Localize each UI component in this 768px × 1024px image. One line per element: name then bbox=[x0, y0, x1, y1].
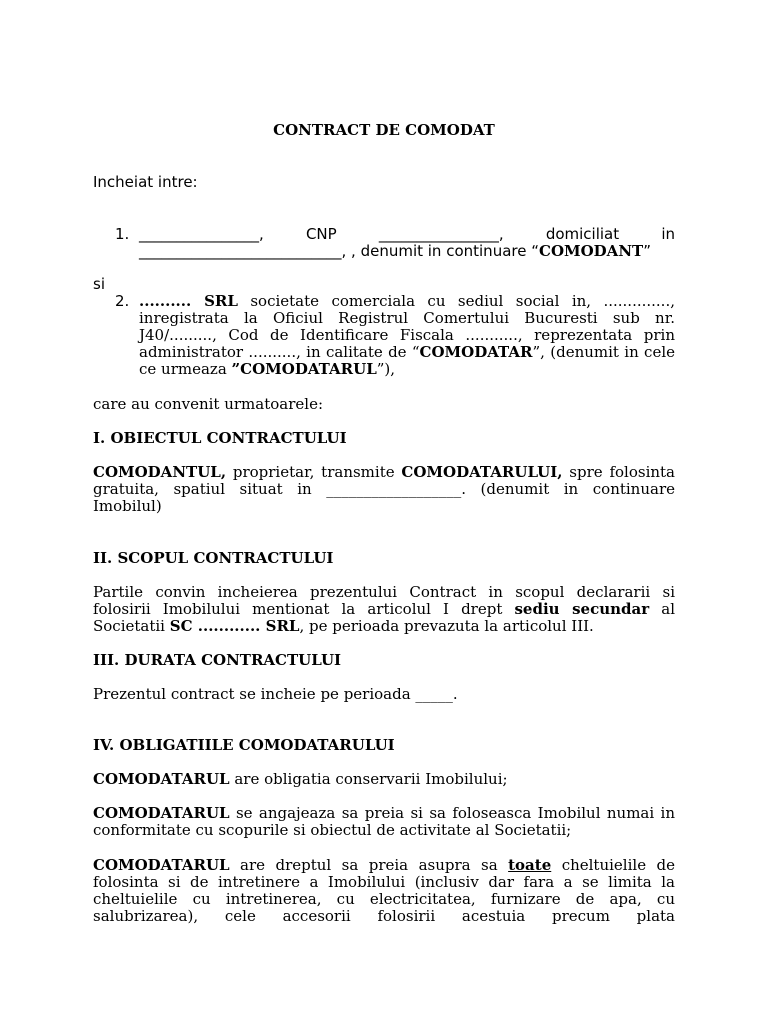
party2-srl: .......... SRL bbox=[139, 292, 238, 310]
section3-heading: III. DURATA CONTRACTULUI bbox=[93, 651, 342, 669]
section4-paragraph-2: COMODATARUL se angajeaza sa preia si sa foloseasca Imobilul numai in conformitate cu scopurile si obiectul de activitate al Societatii; bbox=[93, 804, 675, 839]
section1-paragraph: COMODANTUL, proprietar, transmite COMODATARULUI, spre folosinta gratuita, spatiul situat in __________________. (denumit in continuare Imobilul) bbox=[93, 463, 676, 515]
party1-role: COMODANT bbox=[539, 242, 644, 260]
party1-blank-cnp: ________________ bbox=[378, 225, 499, 243]
section2-heading: II. SCOPUL CONTRACTULUI bbox=[93, 549, 334, 567]
list-number-1: 1. bbox=[115, 225, 130, 243]
party1-blank-name: ________________ bbox=[139, 225, 259, 243]
party2-role-quoted: ”COMODATARUL bbox=[231, 360, 377, 378]
section3-paragraph: Prezentul contract se incheie pe perioada _____. bbox=[93, 685, 458, 703]
document-title: CONTRACT DE COMODAT bbox=[273, 121, 495, 139]
section4-paragraph-3: COMODATARUL are dreptul sa preia asupra sa toate cheltuielile de folosinta si de intretinere a Imobilului (inclusiv dar fara a se limita la cheltuielile cu intretinerea, cu electricitatea, furnizare de apa, cu salubrizarea), cele accesorii folosirii acestuia precum plata bbox=[93, 856, 675, 925]
intro-text: Incheiat intre: bbox=[93, 173, 198, 191]
section1-heading: I. OBIECTUL CONTRACTULUI bbox=[93, 429, 347, 447]
party2-role: COMODATAR bbox=[419, 343, 533, 361]
agreed-text: care au convenit urmatoarele: bbox=[93, 395, 324, 413]
section4-heading: IV. OBLIGATIILE COMODATARULUI bbox=[93, 736, 395, 754]
party1-cnp-label: CNP bbox=[305, 225, 337, 243]
section4-paragraph-1: COMODATARUL are obligatia conservarii Imobilului; bbox=[93, 770, 508, 788]
si-text: si bbox=[93, 275, 105, 293]
party2-paragraph: .......... SRL societate comerciala cu sediul social in, .............., inregistrata la Oficiul Registrul Comertului Bucuresti sub nr. J40/........., Cod de Identificare Fiscala ..........., reprezentata prin administrator .........., in calitate de “COMODATAR”, (denumit in cele ce urmeaza ”COMODATARUL”), bbox=[139, 292, 675, 378]
party1-blank-address: ___________________________ bbox=[139, 242, 342, 260]
list-number-2: 2. bbox=[115, 292, 130, 310]
section2-paragraph: Partile convin incheierea prezentului Contract in scopul declararii si folosirii Imobilului mentionat la articolul I drept sediu secundar al Societatii SC ............ SRL, pe perioada prevazuta la articolul III. bbox=[93, 583, 675, 635]
party1-line1: ________________, CNP ________________, domiciliat in bbox=[139, 225, 675, 243]
party1-line2: ___________________________, , denumit in continuare “COMODANT” bbox=[139, 242, 651, 260]
